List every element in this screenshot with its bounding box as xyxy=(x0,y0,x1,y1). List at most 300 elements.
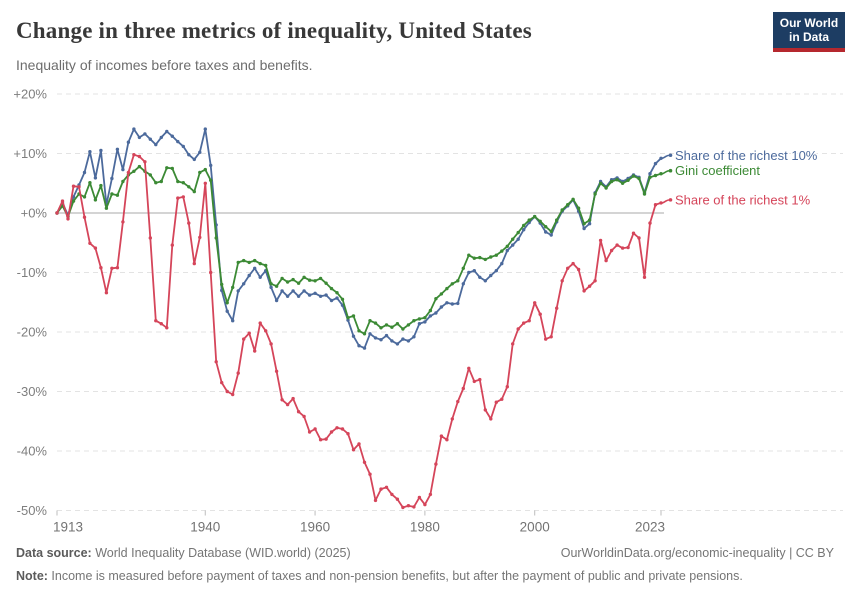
data-point xyxy=(654,174,657,177)
data-point xyxy=(264,329,267,332)
data-point xyxy=(429,493,432,496)
series-end-label-share-of-the-richest-1: Share of the richest 1% xyxy=(675,192,811,208)
data-point xyxy=(517,231,520,234)
data-point xyxy=(368,332,371,335)
data-point xyxy=(302,415,305,418)
data-point xyxy=(604,259,607,262)
data-point xyxy=(357,329,360,332)
data-point xyxy=(143,132,146,135)
data-point xyxy=(253,259,256,262)
data-point xyxy=(264,264,267,267)
data-point xyxy=(253,349,256,352)
data-point xyxy=(324,282,327,285)
data-point xyxy=(517,238,520,241)
chart-note xyxy=(16,569,834,583)
data-point xyxy=(352,314,355,317)
data-point xyxy=(280,398,283,401)
data-point xyxy=(149,173,152,176)
data-point xyxy=(550,233,553,236)
data-point xyxy=(291,289,294,292)
data-point xyxy=(429,314,432,317)
data-point xyxy=(324,293,327,296)
data-point xyxy=(429,309,432,312)
data-point xyxy=(308,279,311,282)
data-point xyxy=(451,282,454,285)
data-point xyxy=(275,285,278,288)
data-point xyxy=(127,141,130,144)
data-point xyxy=(341,298,344,301)
data-point xyxy=(588,222,591,225)
data-point xyxy=(226,301,229,304)
data-point xyxy=(599,239,602,242)
data-point xyxy=(269,282,272,285)
data-point xyxy=(648,176,651,179)
data-point xyxy=(599,182,602,185)
data-point xyxy=(77,185,80,188)
data-point xyxy=(577,207,580,210)
data-point xyxy=(528,218,531,221)
owid-logo-line1: Our World xyxy=(779,16,839,30)
data-point xyxy=(302,276,305,279)
data-point xyxy=(313,427,316,430)
data-point xyxy=(632,174,635,177)
data-point xyxy=(462,387,465,390)
owid-logo[interactable] xyxy=(773,12,845,52)
data-point xyxy=(533,301,536,304)
data-point xyxy=(390,493,393,496)
data-point xyxy=(352,448,355,451)
data-point xyxy=(105,207,108,210)
data-point xyxy=(313,279,316,282)
data-point xyxy=(522,321,525,324)
data-point xyxy=(176,140,179,143)
data-point xyxy=(566,267,569,270)
note-label: Note: xyxy=(16,569,48,583)
data-point xyxy=(66,217,69,220)
data-point xyxy=(544,337,547,340)
data-point xyxy=(544,230,547,233)
data-source xyxy=(16,546,351,560)
data-source-text: World Inequality Database (WID.world) (2025) xyxy=(91,546,351,560)
inequality-chart xyxy=(0,78,850,544)
data-point xyxy=(242,282,245,285)
data-point xyxy=(423,316,426,319)
data-point xyxy=(231,319,234,322)
data-point xyxy=(204,182,207,185)
y-axis-tick-label: -10% xyxy=(16,265,47,280)
data-point xyxy=(110,177,113,180)
data-point xyxy=(149,138,152,141)
data-point xyxy=(61,199,64,202)
data-point xyxy=(379,326,382,329)
data-point xyxy=(632,232,635,235)
data-point xyxy=(138,136,141,139)
data-point xyxy=(654,162,657,165)
data-point xyxy=(434,311,437,314)
data-point xyxy=(226,390,229,393)
data-point xyxy=(160,180,163,183)
data-point xyxy=(396,342,399,345)
data-point xyxy=(467,271,470,274)
data-point xyxy=(319,295,322,298)
data-point xyxy=(259,321,262,324)
data-point xyxy=(215,236,218,239)
data-point xyxy=(544,225,547,228)
data-point xyxy=(297,295,300,298)
data-point xyxy=(302,289,305,292)
data-point xyxy=(248,332,251,335)
data-point xyxy=(275,370,278,373)
chart-subtitle: Inequality of incomes before taxes and benefits. xyxy=(16,57,313,73)
data-point xyxy=(72,185,75,188)
data-point xyxy=(506,385,509,388)
data-point xyxy=(132,170,135,173)
data-point xyxy=(193,262,196,265)
data-point xyxy=(511,243,514,246)
data-point xyxy=(286,295,289,298)
data-point xyxy=(385,323,388,326)
data-point xyxy=(511,342,514,345)
data-point xyxy=(110,192,113,195)
x-axis-tick-label: 1960 xyxy=(300,519,331,535)
data-point xyxy=(132,153,135,156)
data-point xyxy=(407,339,410,342)
data-point xyxy=(363,346,366,349)
data-point xyxy=(517,327,520,330)
data-point xyxy=(88,150,91,153)
data-point xyxy=(127,171,130,174)
data-point xyxy=(357,344,360,347)
data-point xyxy=(445,287,448,290)
data-point xyxy=(462,267,465,270)
data-point xyxy=(330,287,333,290)
data-point xyxy=(478,276,481,279)
data-point xyxy=(204,168,207,171)
data-point xyxy=(412,335,415,338)
data-point xyxy=(506,245,509,248)
data-point xyxy=(456,302,459,305)
data-point xyxy=(407,504,410,507)
data-point xyxy=(154,181,157,184)
data-point xyxy=(588,285,591,288)
data-point xyxy=(121,220,124,223)
data-point xyxy=(220,381,223,384)
data-point xyxy=(99,184,102,187)
data-point xyxy=(621,246,624,249)
data-point xyxy=(390,326,393,329)
data-point xyxy=(528,319,531,322)
data-point xyxy=(171,243,174,246)
data-point xyxy=(473,269,476,272)
data-point xyxy=(456,279,459,282)
data-point xyxy=(533,215,536,218)
data-point xyxy=(313,292,316,295)
data-point xyxy=(324,437,327,440)
data-point xyxy=(539,220,542,223)
x-axis-tick-label: 1913 xyxy=(52,519,84,535)
data-point xyxy=(83,195,86,198)
data-point xyxy=(522,228,525,231)
data-point xyxy=(198,151,201,154)
data-point xyxy=(291,278,294,281)
data-point xyxy=(390,339,393,342)
data-point xyxy=(615,178,618,181)
data-point xyxy=(55,211,58,214)
data-point xyxy=(401,506,404,509)
data-point xyxy=(193,158,196,161)
data-point xyxy=(539,313,542,316)
data-point xyxy=(401,337,404,340)
page-title: Change in three metrics of inequality, United States xyxy=(16,18,532,43)
data-point xyxy=(550,335,553,338)
data-point xyxy=(138,165,141,168)
data-point xyxy=(121,180,124,183)
data-point xyxy=(462,282,465,285)
data-point xyxy=(588,218,591,221)
data-point xyxy=(637,236,640,239)
data-point xyxy=(418,322,421,325)
data-point xyxy=(368,473,371,476)
data-point xyxy=(478,378,481,381)
data-point xyxy=(484,408,487,411)
y-axis-tick-label: -40% xyxy=(16,443,47,459)
data-point xyxy=(308,293,311,296)
data-point xyxy=(368,319,371,322)
data-point xyxy=(286,403,289,406)
data-point xyxy=(418,496,421,499)
data-point xyxy=(237,289,240,292)
data-point xyxy=(412,505,415,508)
data-point xyxy=(643,276,646,279)
data-point xyxy=(176,196,179,199)
data-point xyxy=(209,164,212,167)
data-point xyxy=(582,227,585,230)
data-point xyxy=(94,176,97,179)
data-point xyxy=(335,291,338,294)
legend-connector-dot xyxy=(669,169,673,173)
data-point xyxy=(593,279,596,282)
data-point xyxy=(577,268,580,271)
data-point xyxy=(116,148,119,151)
data-point xyxy=(242,259,245,262)
data-point xyxy=(374,336,377,339)
data-point xyxy=(165,130,168,133)
data-point xyxy=(571,198,574,201)
data-point xyxy=(385,486,388,489)
data-point xyxy=(176,180,179,183)
y-axis-tick-label: +20% xyxy=(13,86,47,102)
x-axis-tick-label: 1980 xyxy=(409,519,440,535)
data-point xyxy=(363,461,366,464)
data-point xyxy=(209,271,212,274)
data-point xyxy=(198,236,201,239)
data-point xyxy=(204,127,207,130)
data-point xyxy=(489,255,492,258)
x-axis-tick-label: 1940 xyxy=(190,519,221,535)
data-point xyxy=(187,153,190,156)
data-point xyxy=(253,267,256,270)
data-point xyxy=(259,262,262,265)
data-point xyxy=(182,195,185,198)
data-point xyxy=(280,289,283,292)
data-point xyxy=(330,299,333,302)
data-point xyxy=(604,186,607,189)
data-point xyxy=(198,171,201,174)
data-point xyxy=(110,267,113,270)
data-point xyxy=(407,323,410,326)
data-point xyxy=(582,289,585,292)
data-point xyxy=(423,320,426,323)
data-point xyxy=(500,262,503,265)
data-point xyxy=(379,338,382,341)
data-point xyxy=(286,280,289,283)
data-point xyxy=(346,432,349,435)
data-point xyxy=(374,321,377,324)
data-point xyxy=(593,192,596,195)
data-point xyxy=(385,334,388,337)
data-point xyxy=(484,258,487,261)
data-point xyxy=(226,310,229,313)
data-point xyxy=(291,397,294,400)
data-point xyxy=(193,190,196,193)
note-text: Income is measured before payment of taxes and non-pension benefits, but after the payment of public and private pensions. xyxy=(47,569,743,583)
data-point xyxy=(555,218,558,221)
data-point xyxy=(237,371,240,374)
y-axis-tick-label: +0% xyxy=(20,205,47,221)
data-point xyxy=(165,166,168,169)
data-point xyxy=(561,279,564,282)
data-point xyxy=(615,243,618,246)
data-point xyxy=(467,367,470,370)
series-end-label-share-of-the-richest-10: Share of the richest 10% xyxy=(675,147,818,163)
data-point xyxy=(88,242,91,245)
data-point xyxy=(500,398,503,401)
data-point xyxy=(626,179,629,182)
data-point xyxy=(495,269,498,272)
data-point xyxy=(654,203,657,206)
legend-connector-dot xyxy=(669,153,673,157)
x-axis-tick-label: 2000 xyxy=(519,519,550,535)
data-point xyxy=(160,322,163,325)
data-point xyxy=(154,319,157,322)
data-point xyxy=(440,434,443,437)
data-point xyxy=(484,279,487,282)
data-point xyxy=(610,249,613,252)
data-point xyxy=(418,317,421,320)
series-line-share-of-the-richest-10 xyxy=(57,129,661,348)
data-point xyxy=(648,172,651,175)
y-axis-tick-label: -20% xyxy=(16,324,47,340)
data-point xyxy=(308,430,311,433)
data-point xyxy=(165,326,168,329)
data-point xyxy=(94,246,97,249)
data-point xyxy=(187,221,190,224)
data-point xyxy=(280,277,283,280)
data-point xyxy=(83,216,86,219)
data-point xyxy=(467,254,470,257)
data-point xyxy=(637,177,640,180)
data-point xyxy=(489,274,492,277)
legend-connector-dot xyxy=(669,198,673,202)
y-axis-tick-label: -30% xyxy=(16,384,47,399)
data-point xyxy=(352,335,355,338)
data-point xyxy=(511,238,514,241)
data-point xyxy=(138,155,141,158)
data-point xyxy=(105,291,108,294)
data-point xyxy=(489,417,492,420)
data-point xyxy=(99,266,102,269)
data-point xyxy=(116,266,119,269)
data-point xyxy=(99,149,102,152)
data-point xyxy=(423,503,426,506)
data-point xyxy=(396,322,399,325)
data-point xyxy=(610,180,613,183)
data-point xyxy=(555,307,558,310)
data-point xyxy=(231,393,234,396)
data-point xyxy=(259,276,262,279)
data-point xyxy=(445,301,448,304)
data-point xyxy=(582,222,585,225)
data-point xyxy=(154,143,157,146)
data-point xyxy=(94,198,97,201)
data-point xyxy=(335,426,338,429)
data-point xyxy=(396,498,399,501)
data-point xyxy=(269,286,272,289)
data-point xyxy=(335,296,338,299)
data-point xyxy=(319,277,322,280)
chart-footer xyxy=(16,546,834,583)
data-point xyxy=(363,332,366,335)
data-point xyxy=(506,249,509,252)
data-point xyxy=(83,171,86,174)
data-point xyxy=(242,337,245,340)
data-point xyxy=(473,380,476,383)
data-point xyxy=(182,181,185,184)
data-point xyxy=(248,274,251,277)
data-point xyxy=(220,283,223,286)
data-point xyxy=(231,286,234,289)
data-point xyxy=(346,316,349,319)
data-point xyxy=(495,254,498,257)
data-point xyxy=(297,410,300,413)
owid-link[interactable]: OurWorldinData.org/economic-inequality | CC BY xyxy=(560,546,834,560)
data-point xyxy=(237,261,240,264)
data-point xyxy=(445,438,448,441)
data-point xyxy=(626,246,629,249)
data-point xyxy=(495,401,498,404)
data-point xyxy=(132,127,135,130)
data-point xyxy=(571,262,574,265)
data-point xyxy=(160,136,163,139)
data-point xyxy=(72,199,75,202)
data-point xyxy=(357,442,360,445)
y-axis-tick-label: +10% xyxy=(13,146,47,161)
data-point xyxy=(341,427,344,430)
data-point xyxy=(478,256,481,259)
data-point xyxy=(319,438,322,441)
data-point xyxy=(648,221,651,224)
data-point xyxy=(451,302,454,305)
data-source-label: Data source: xyxy=(16,546,92,560)
data-point xyxy=(171,135,174,138)
data-point xyxy=(330,430,333,433)
data-point xyxy=(374,499,377,502)
data-point xyxy=(143,160,146,163)
data-point xyxy=(621,182,624,185)
data-point xyxy=(440,305,443,308)
data-point xyxy=(561,208,564,211)
data-point xyxy=(434,297,437,300)
